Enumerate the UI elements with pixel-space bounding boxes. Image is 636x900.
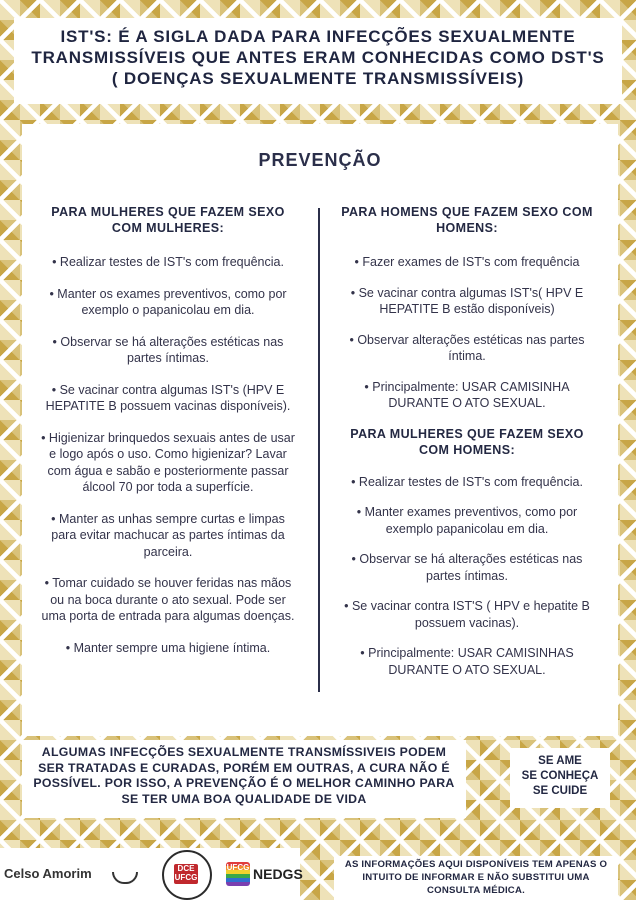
list-item: • Observar alterações estéticas nas partes íntima.	[349, 332, 585, 363]
list-item: • Principalmente: USAR CAMISINHA DURANTE O ATO SEXUAL.	[364, 379, 570, 410]
women-with-women-column	[38, 204, 298, 671]
logo-strip	[0, 848, 303, 900]
women-with-men-heading: PARA MULHERES QUE FAZEM SEXO COM HOMENS:	[350, 426, 584, 457]
list-item: • Realizar testes de IST's com frequência.	[351, 474, 583, 489]
women-with-women-heading: PARA MULHERES QUE FAZEM SEXO COM MULHERES:	[51, 205, 285, 235]
dce-seal-icon	[162, 850, 212, 900]
list-item: • Tomar cuidado se houver feridas nas mãos ou na boca durante o ato sexual. Pode ser uma porta de entrada para algumas doenças.	[41, 576, 295, 623]
selfcare-box	[510, 748, 610, 808]
rainbow-flag-icon: UFCG	[226, 862, 250, 886]
nedgs-logo	[226, 862, 303, 886]
men-with-men-heading: PARA HOMENS QUE FAZEM SEXO COM HOMENS:	[341, 205, 593, 235]
list-item: • Se vacinar contra IST'S ( HPV e hepatite B possuem vacinas).	[344, 599, 590, 630]
prevention-title: PREVENÇÃO	[258, 150, 382, 170]
dce-seal-label: DCE UFCG	[174, 864, 198, 882]
disclaimer-text: AS INFORMAÇÕES AQUI DISPONÍVEIS TEM APENAS O INTUITO DE INFORMAR E NÃO SUBSTITUI UMA CONSULTA MÉDICA.	[344, 859, 608, 896]
header-title: IST'S: É A SIGLA DADA PARA INFECÇÕES SEXUALMENTE TRANSMISSÍVEIS QUE ANTES ERAM CONHECIDAS COMO DST'S ( DOENÇAS SEXUALMENTE TRANSMISSÍVEIS)	[31, 27, 605, 88]
celso-amorim-logo: Celso Amorim	[4, 866, 92, 881]
list-item: • Se vacinar contra algumas IST's (HPV E HEPATITE B possuem vacinas disponíveis).	[45, 382, 291, 413]
list-item: • Manter sempre uma higiene íntima.	[65, 640, 271, 655]
disclaimer-box	[334, 856, 618, 900]
nedgs-label: NEDGS	[253, 866, 303, 882]
list-item: • Observar se há alterações estéticas nas partes íntimas.	[351, 552, 583, 583]
selfcare-line: SE CONHEÇA	[521, 770, 599, 782]
prevention-panel	[22, 124, 618, 736]
selfcare-line: SE CUIDE	[532, 785, 588, 797]
column-divider	[318, 208, 320, 692]
list-item: • Manter as unhas sempre curtas e limpas para evitar machucar as partes íntimas da parceira.	[51, 511, 285, 559]
list-item: • Fazer exames de IST's com frequência	[354, 255, 580, 269]
list-item: • Manter os exames preventivos, como por exemplo o papanicolau em dia.	[49, 286, 287, 317]
list-item: • Realizar testes de IST's com frequência.	[52, 255, 284, 269]
header-banner	[14, 18, 622, 104]
selfcare-line: SE AME	[538, 755, 582, 767]
list-item: • Observar se há alterações estéticas nas partes íntimas.	[52, 334, 284, 365]
right-column	[338, 204, 596, 692]
list-item: • Manter exames preventivos, como por exemplo papanicolau em dia.	[356, 505, 578, 536]
list-item: • Higienizar brinquedos sexuais antes de usar e logo após o uso. Como higienizar? Lavar com água e sabão e posteriormente passar álcool 70 por toda a superfície.	[41, 430, 295, 494]
treatment-message: ALGUMAS INFECÇÕES SEXUALMENTE TRANSMÍSSIVEIS PODEM SER TRATADAS E CURADAS, PORÉM EM OUTRAS, A CURA NÃO É POSSÍVEL. POR ISSO, A PREVENÇÃO É O MELHOR CAMINHO PARA SE TER UMA BOA QUALIDADE DE VIDA	[33, 745, 455, 806]
treatment-message-box	[22, 740, 466, 818]
mustache-icon	[112, 872, 138, 884]
list-item: • Principalmente: USAR CAMISINHAS DURANTE O ATO SEXUAL.	[360, 646, 574, 677]
list-item: • Se vacinar contra algumas IST's( HPV E HEPATITE B estão disponíveis)	[350, 285, 584, 316]
